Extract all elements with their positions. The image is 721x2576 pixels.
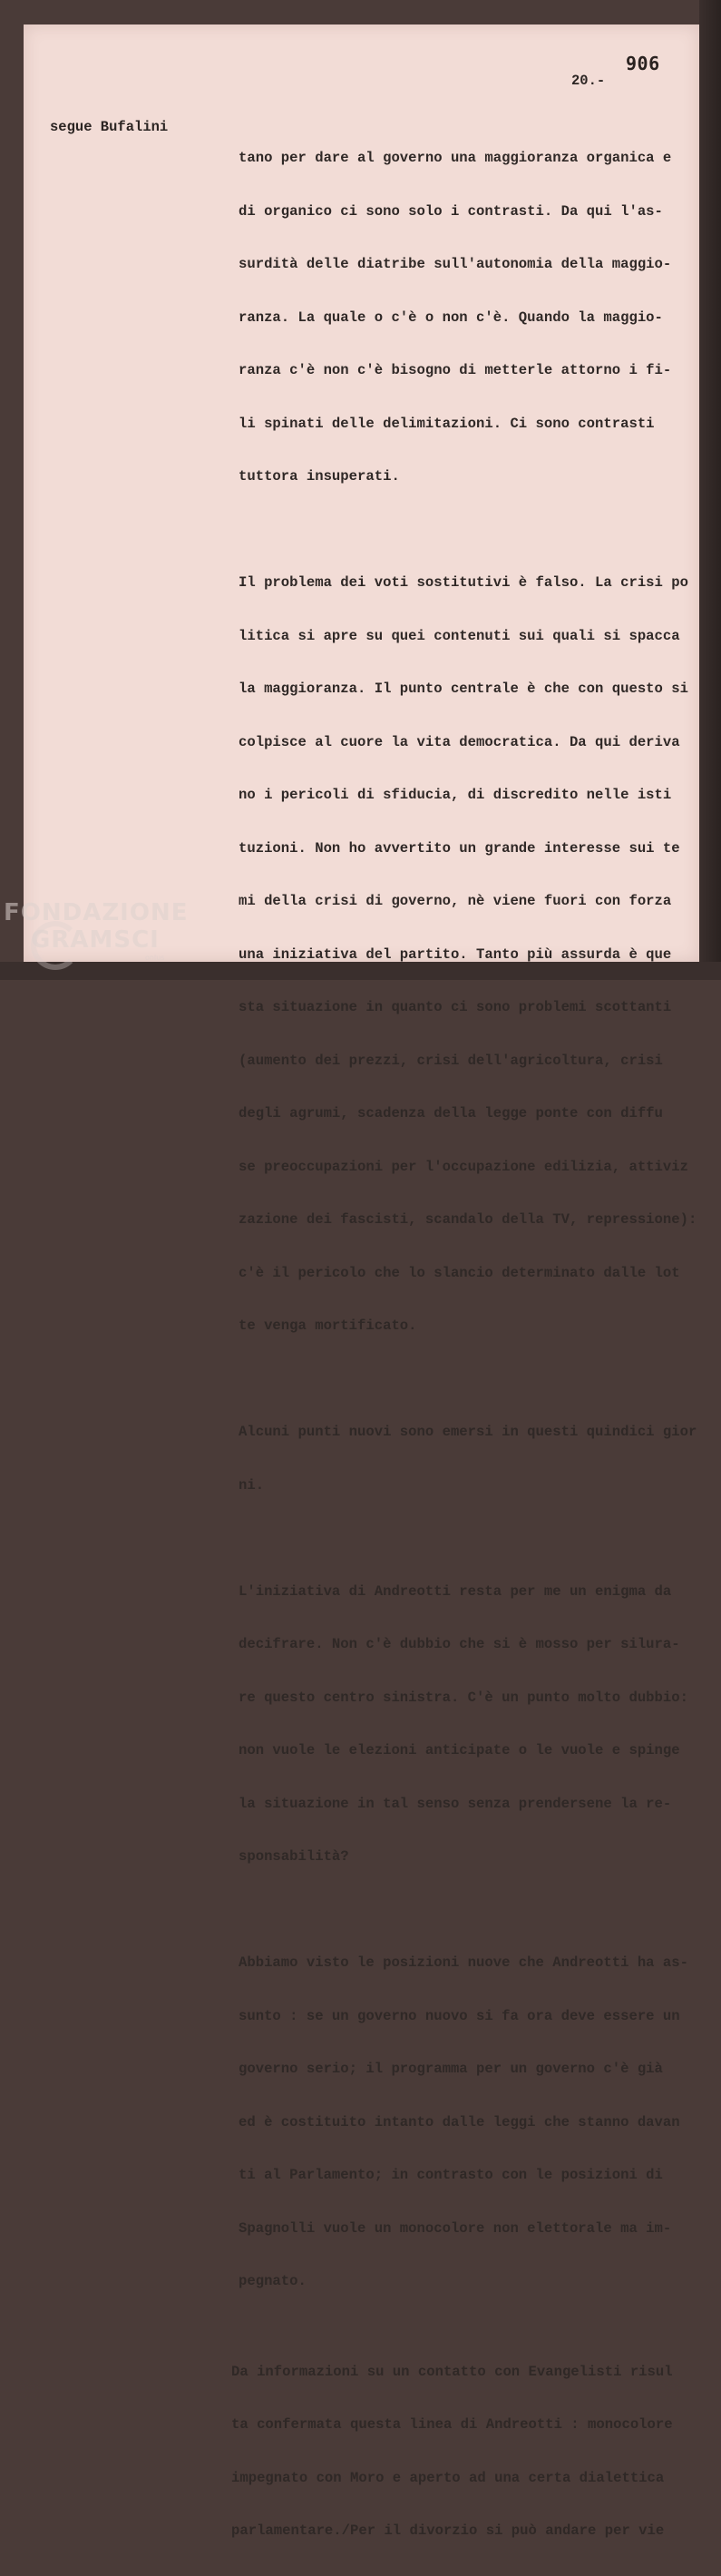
text-line: parlamentare./Per il divorzio si può andare per vie xyxy=(231,2522,665,2539)
text-line: Abbiamo visto le posizioni nuove che Andreotti ha as- xyxy=(239,1954,688,1971)
text-line: di organico ci sono solo i contrasti. Da qui l'as- xyxy=(239,202,663,220)
text-line: tuttora insuperati. xyxy=(239,468,400,485)
text-line: ta confermata questa linea di Andreotti : monocolore xyxy=(231,2416,673,2433)
text-line: L'iniziativa di Andreotti resta per me un enigma da xyxy=(239,1582,672,1600)
text-line: li spinati delle delimitazioni. Ci sono contrasti xyxy=(239,415,655,432)
text-line: colpisce al cuore la vita democratica. Da qui deriva xyxy=(239,733,680,750)
speaker-label: segue Bufalini xyxy=(50,119,169,135)
text-line: decifrare. Non c'è dubbio che si è mosso per silura- xyxy=(239,1636,680,1652)
text-line: la situazione in tal senso senza prendersene la re- xyxy=(239,1795,672,1812)
paragraph xyxy=(239,1388,697,1530)
text-line: impegnato con Moro e aperto ad una certa dialettica xyxy=(231,2469,665,2486)
text-line: una iniziativa del partito. Tanto più assurda è que xyxy=(239,945,672,963)
paragraph xyxy=(239,114,697,522)
text-line: se preoccupazioni per l'occupazione edilizia, attiviz xyxy=(239,1158,688,1175)
text-line: Il problema dei voti sostitutivi è falso. La crisi po xyxy=(239,574,688,591)
watermark xyxy=(4,901,188,952)
text-line: la maggioranza. Il punto centrale è che con questo si xyxy=(239,681,688,697)
text-line: sta situazione in quanto ci sono problemi scottanti xyxy=(239,999,672,1015)
text-line: ed è costituito intanto dalle leggi che stanno davan xyxy=(239,2113,680,2130)
page-number: 20.- xyxy=(571,73,606,89)
text-line: Spagnolli vuole un monocolore non elettorale ma im- xyxy=(239,2219,672,2237)
text-line: tuzioni. Non ho avvertito un grande interesse sui te xyxy=(239,839,680,857)
text-line: surdità delle diatribe sull'autonomia della maggio- xyxy=(239,256,672,272)
text-line: non vuole le elezioni anticipate o le vuole e spinge xyxy=(239,1742,680,1758)
text-line: degli agrumi, scadenza della legge ponte con diffu xyxy=(239,1105,663,1121)
text-line: re questo centro sinistra. C'è un punto molto dubbio: xyxy=(239,1689,688,1706)
text-line: (aumento dei prezzi, crisi dell'agricoltura, crisi xyxy=(239,1052,663,1069)
watermark-sub: onlus xyxy=(145,954,165,962)
text-line: zazione dei fascisti, scandalo della TV, repressione): xyxy=(239,1211,697,1228)
text-line: ranza. La quale o c'è o non c'è. Quando la maggio- xyxy=(239,309,663,326)
watermark-line1: FONDAZIONE xyxy=(4,899,189,926)
paragraph xyxy=(239,1548,697,1902)
text-line: governo serio; il programma per un governo c'è già xyxy=(239,2061,663,2077)
archive-stamp: 906 xyxy=(626,53,660,74)
text-line: ranza c'è non c'è bisogno di metterle attorno i fi- xyxy=(239,362,672,378)
paragraph xyxy=(239,1919,697,2326)
paragraph xyxy=(239,539,697,1371)
text-line: Alcuni punti nuovi sono emersi in questi quindici gior xyxy=(239,1424,697,1440)
text-line: ti al Parlamento; in contrasto con le posizioni di xyxy=(239,2167,663,2183)
text-line: no i pericoli di sfiducia, di discredito nelle isti xyxy=(239,787,672,803)
text-line: tano per dare al governo una maggioranza organica e xyxy=(239,150,672,166)
text-line: Da informazioni su un contatto con Evangelisti risul xyxy=(231,2363,673,2380)
text-line: pegnato. xyxy=(239,2273,307,2289)
scan-edge-right xyxy=(699,0,721,980)
text-line: ni. xyxy=(239,1476,265,1494)
text-line: litica si apre su quei contenuti sui quali si spacca xyxy=(239,627,680,644)
text-line: c'è il pericolo che lo slancio determinato dalle lot xyxy=(239,1264,680,1281)
paragraph xyxy=(231,2328,697,2576)
text-line: mi della crisi di governo, nè viene fuori con forza xyxy=(239,893,672,909)
text-line: sponsabilità? xyxy=(239,1848,349,1865)
text-line: sunto : se un governo nuovo si fa ora deve essere un xyxy=(239,2007,680,2024)
text-line: te venga mortificato. xyxy=(239,1317,417,1334)
body-text xyxy=(231,114,697,2576)
watermark-line2: GRAMSCI xyxy=(31,926,160,954)
